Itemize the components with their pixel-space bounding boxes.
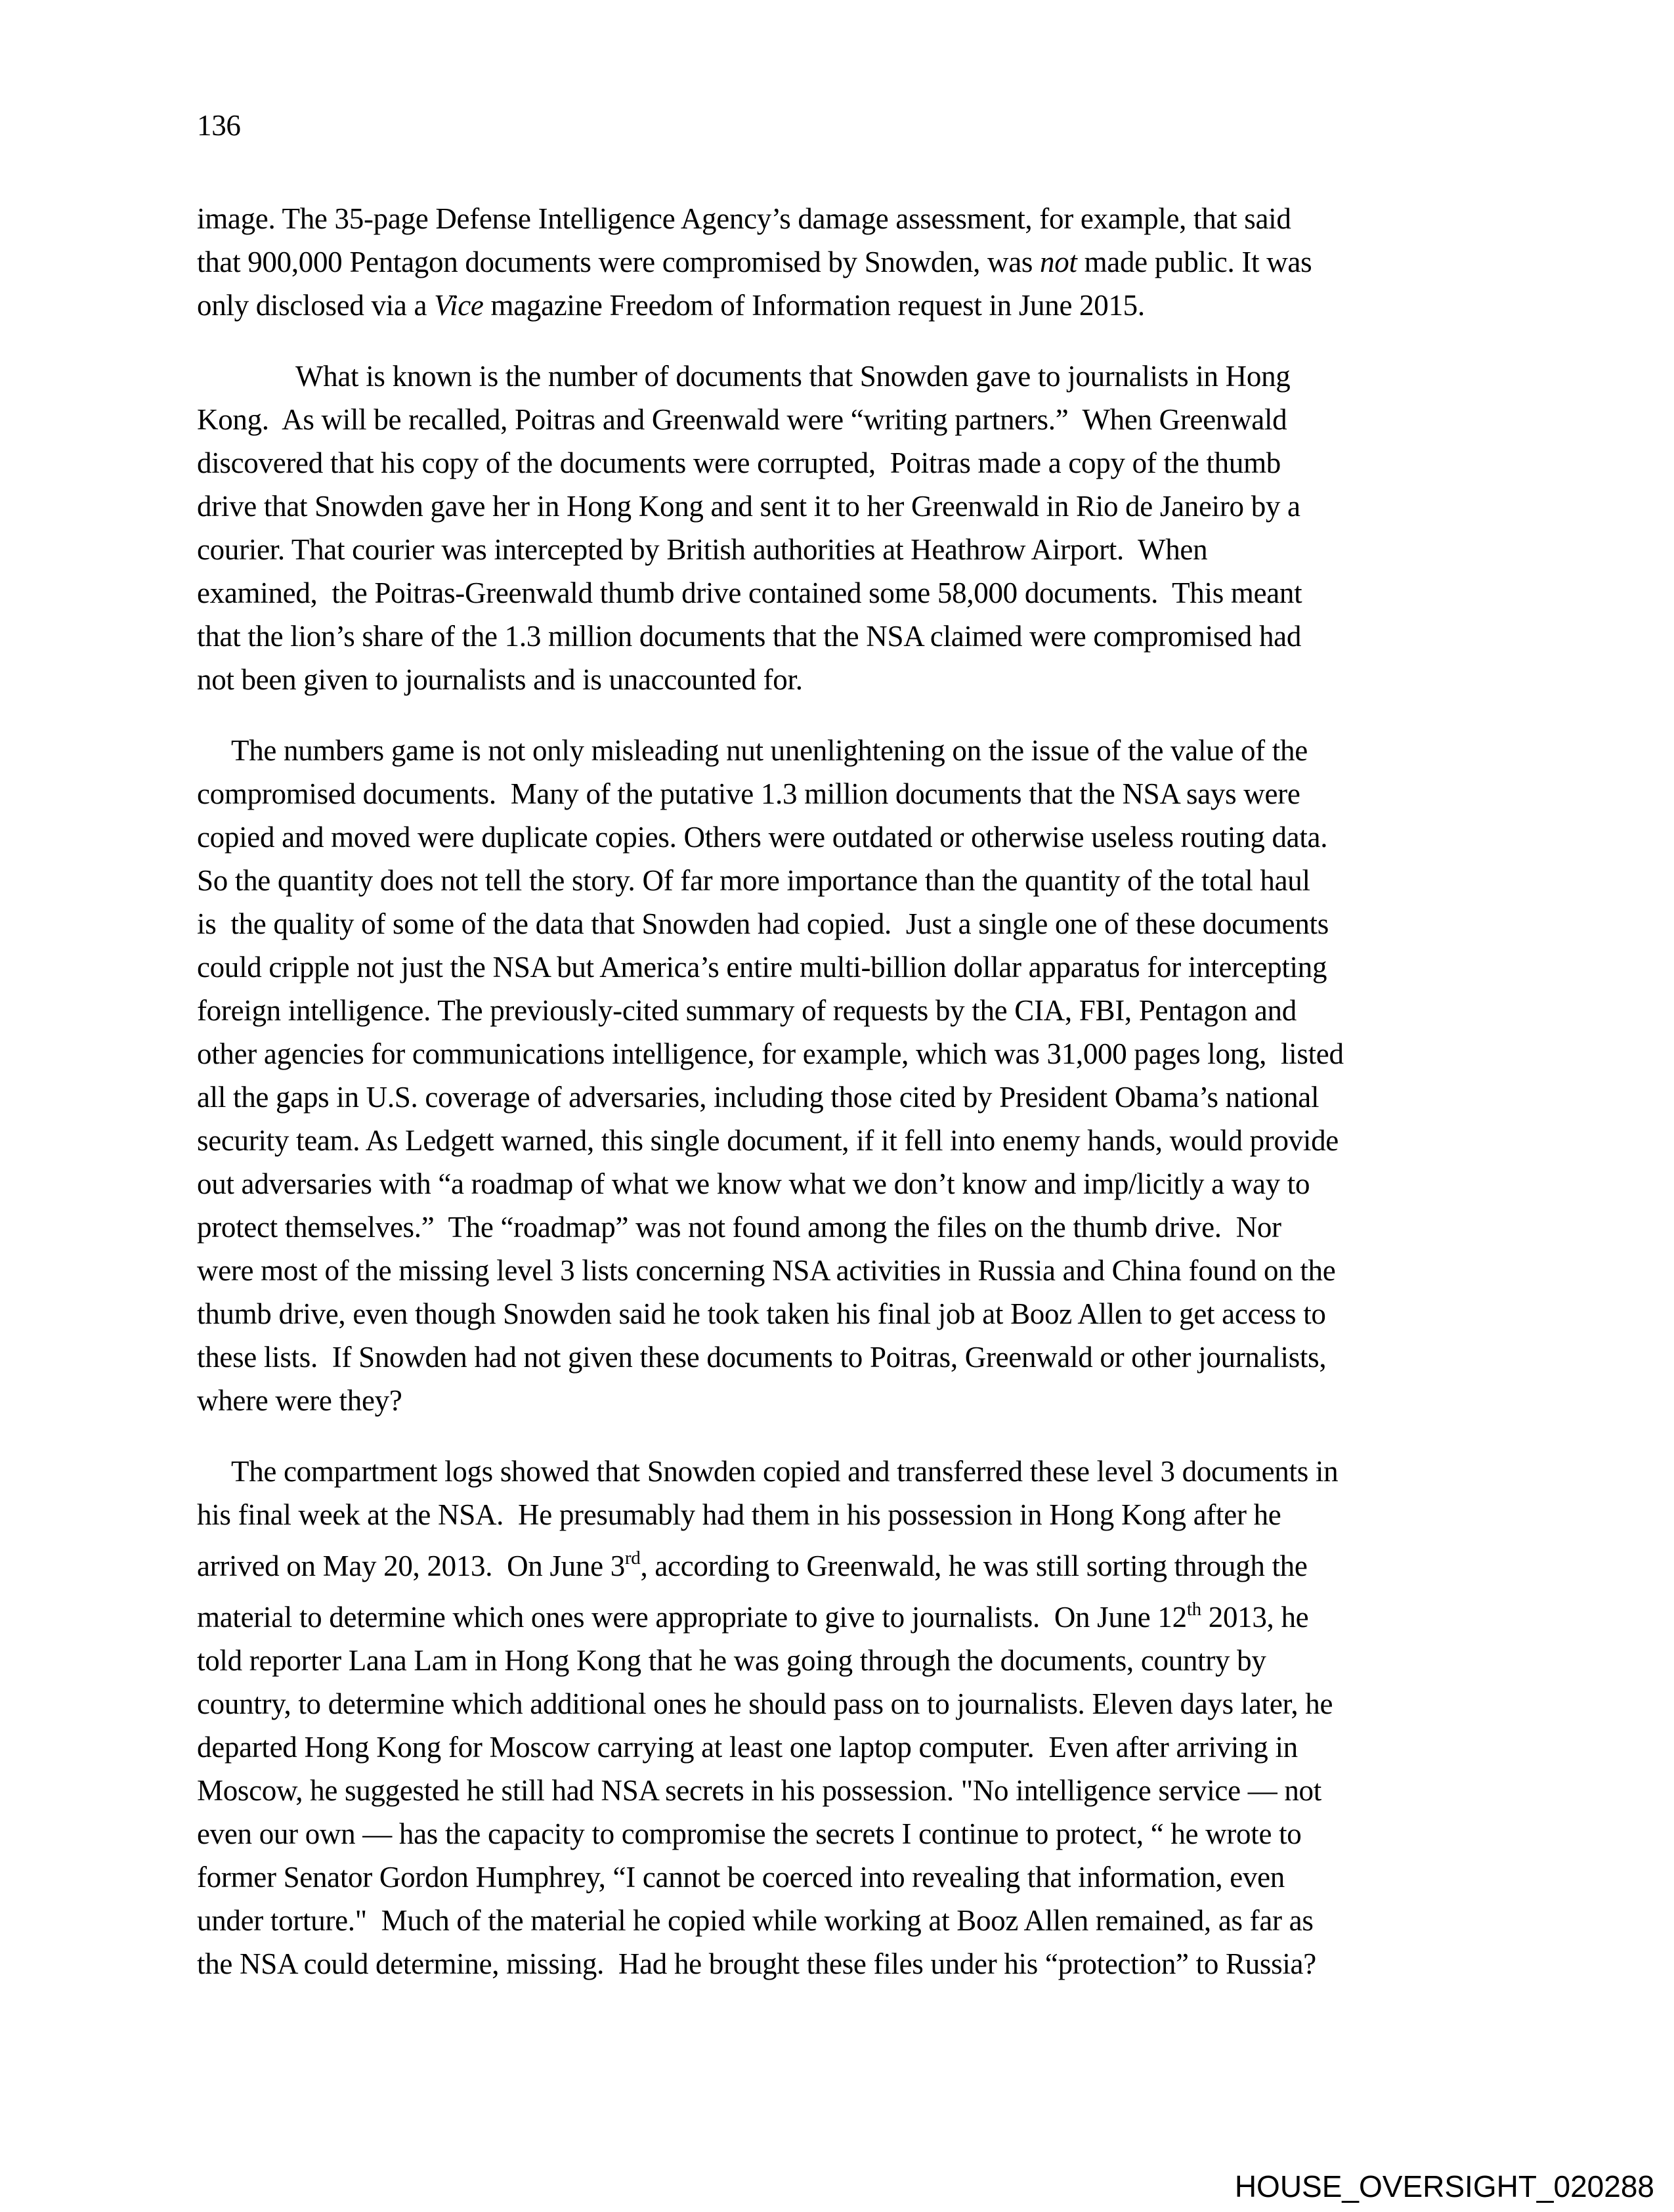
text-line [197,1292,1503,1335]
text-segment: material to determine which ones were appropriate to give to journalists. On June 12 [197,1601,1187,1634]
paragraph [197,1450,1503,1985]
text-line [197,772,1503,815]
text-segment: all the gaps in U.S. coverage of adversaries, including those cited by President Obama’s national [197,1081,1320,1114]
text-segment: What is known is the number of documents that Snowden gave to journalists in Hong [295,360,1291,393]
text-segment: that the lion’s share of the 1.3 million documents that the NSA claimed were compromised had [197,620,1302,653]
text-line [197,1639,1503,1682]
text-line [197,1536,1503,1588]
text-segment: Moscow, he suggested he still had NSA secrets in his possession. "No intelligence service — not [197,1774,1321,1807]
superscript-text: th [1186,1599,1201,1620]
text-segment: protect themselves.” The “roadmap” was not found among the files on the thumb drive. Nor [197,1211,1281,1244]
text-segment: , according to Greenwald, he was still sorting through the [640,1550,1308,1582]
paragraph [197,355,1503,701]
text-segment: image. The 35-page Defense Intelligence Agency’s damage assessment, for example, that said [197,202,1291,235]
text-segment: departed Hong Kong for Moscow carrying at least one laptop computer. Even after arriving in [197,1731,1298,1764]
paragraph [197,197,1503,327]
text-line [197,815,1503,859]
text-line [295,355,1503,398]
text-segment: out adversaries with “a roadmap of what we know what we don’t know and imp/licitly a way to [197,1167,1310,1200]
superscript-text: rd [624,1548,641,1569]
text-line [231,1450,1503,1493]
text-line [197,441,1503,485]
text-segment: under torture." Much of the material he copied while working at Booz Allen remained, as far as [197,1904,1314,1937]
text-segment: country, to determine which additional ones he should pass on to journalists. Eleven days later, he [197,1687,1333,1720]
text-line [197,1379,1503,1422]
text-segment: The compartment logs showed that Snowden copied and transferred these level 3 documents in [231,1455,1339,1488]
text-line [197,1075,1503,1119]
text-line [197,859,1503,902]
text-line [197,1812,1503,1855]
text-line [197,945,1503,989]
text-segment: even our own — has the capacity to compromise the secrets I continue to protect, “ he wrote to [197,1817,1302,1850]
page-number: 136 [197,109,241,142]
text-segment: compromised documents. Many of the putative 1.3 million documents that the NSA says were [197,777,1300,810]
text-line [197,1205,1503,1249]
text-line [197,528,1503,571]
text-segment: examined, the Poitras-Greenwald thumb drive contained some 58,000 documents. This meant [197,576,1302,609]
text-line [197,240,1503,284]
document-body [197,197,1503,1985]
text-segment: magazine Freedom of Information request in June 2015. [483,289,1145,322]
text-line [197,1899,1503,1942]
text-segment: made public. It was [1077,246,1312,278]
text-segment: is the quality of some of the data that Snowden had copied. Just a single one of these documents [197,907,1329,940]
text-line [197,1335,1503,1379]
paragraph [197,729,1503,1422]
text-line [197,615,1503,658]
text-line [197,1942,1503,1985]
text-segment: only disclosed via a [197,289,435,322]
text-segment: former Senator Gordon Humphrey, “I cannot be coerced into revealing that information, even [197,1861,1285,1894]
text-segment: where were they? [197,1384,402,1417]
text-segment: told reporter Lana Lam in Hong Kong that he was going through the documents, country by [197,1644,1266,1677]
italic-text: not [1040,246,1077,278]
text-line [197,658,1503,701]
italic-text: Vice [434,289,484,322]
text-line [197,398,1503,441]
text-line [197,1588,1503,1639]
text-segment: these lists. If Snowden had not given these documents to Poitras, Greenwald or other journalists, [197,1341,1327,1374]
text-segment: So the quantity does not tell the story. Of far more importance than the quantity of the total haul [197,864,1310,897]
text-line [197,1162,1503,1205]
text-line [197,1032,1503,1075]
text-line [231,729,1503,772]
text-segment: were most of the missing level 3 lists concerning NSA activities in Russia and China found on the [197,1254,1336,1287]
text-line [197,1682,1503,1725]
text-line [197,1119,1503,1162]
text-segment: arrived on May 20, 2013. On June 3 [197,1550,625,1582]
text-line [197,284,1503,327]
text-line [197,485,1503,528]
text-segment: foreign intelligence. The previously-cited summary of requests by the CIA, FBI, Pentagon and [197,994,1297,1027]
text-line [197,1769,1503,1812]
text-segment: that 900,000 Pentagon documents were compromised by Snowden, was [197,246,1041,278]
text-segment: copied and moved were duplicate copies. Others were outdated or otherwise useless routing data. [197,821,1328,854]
text-segment: other agencies for communications intelligence, for example, which was 31,000 pages long, listed [197,1037,1344,1070]
text-segment: thumb drive, even though Snowden said he took taken his final job at Booz Allen to get access to [197,1297,1326,1330]
text-line [197,197,1503,240]
text-segment: security team. As Ledgett warned, this single document, if it fell into enemy hands, would provide [197,1124,1339,1157]
text-segment: drive that Snowden gave her in Hong Kong and sent it to her Greenwald in Rio de Janeiro by a [197,490,1300,523]
text-line [197,989,1503,1032]
text-segment: Kong. As will be recalled, Poitras and Greenwald were “writing partners.” When Greenwald [197,403,1287,436]
text-segment: his final week at the NSA. He presumably had them in his possession in Hong Kong after he [197,1498,1281,1531]
text-segment: not been given to journalists and is unaccounted for. [197,663,803,696]
bates-number: HOUSE_OVERSIGHT_020288 [1234,2169,1654,2203]
text-line [197,571,1503,615]
text-segment: The numbers game is not only misleading nut unenlightening on the issue of the value of the [231,734,1308,767]
text-line [197,1725,1503,1769]
text-segment: could cripple not just the NSA but America’s entire multi-billion dollar apparatus for intercepting [197,951,1327,984]
text-line [197,1493,1503,1536]
text-line [197,1249,1503,1292]
text-line [197,902,1503,945]
text-segment: discovered that his copy of the documents were corrupted, Poitras made a copy of the thumb [197,446,1281,479]
text-line [197,1855,1503,1899]
text-segment: the NSA could determine, missing. Had he brought these files under his “protection” to Russia? [197,1947,1316,1980]
text-segment: 2013, he [1201,1601,1309,1634]
text-segment: courier. That courier was intercepted by British authorities at Heathrow Airport. When [197,533,1208,566]
